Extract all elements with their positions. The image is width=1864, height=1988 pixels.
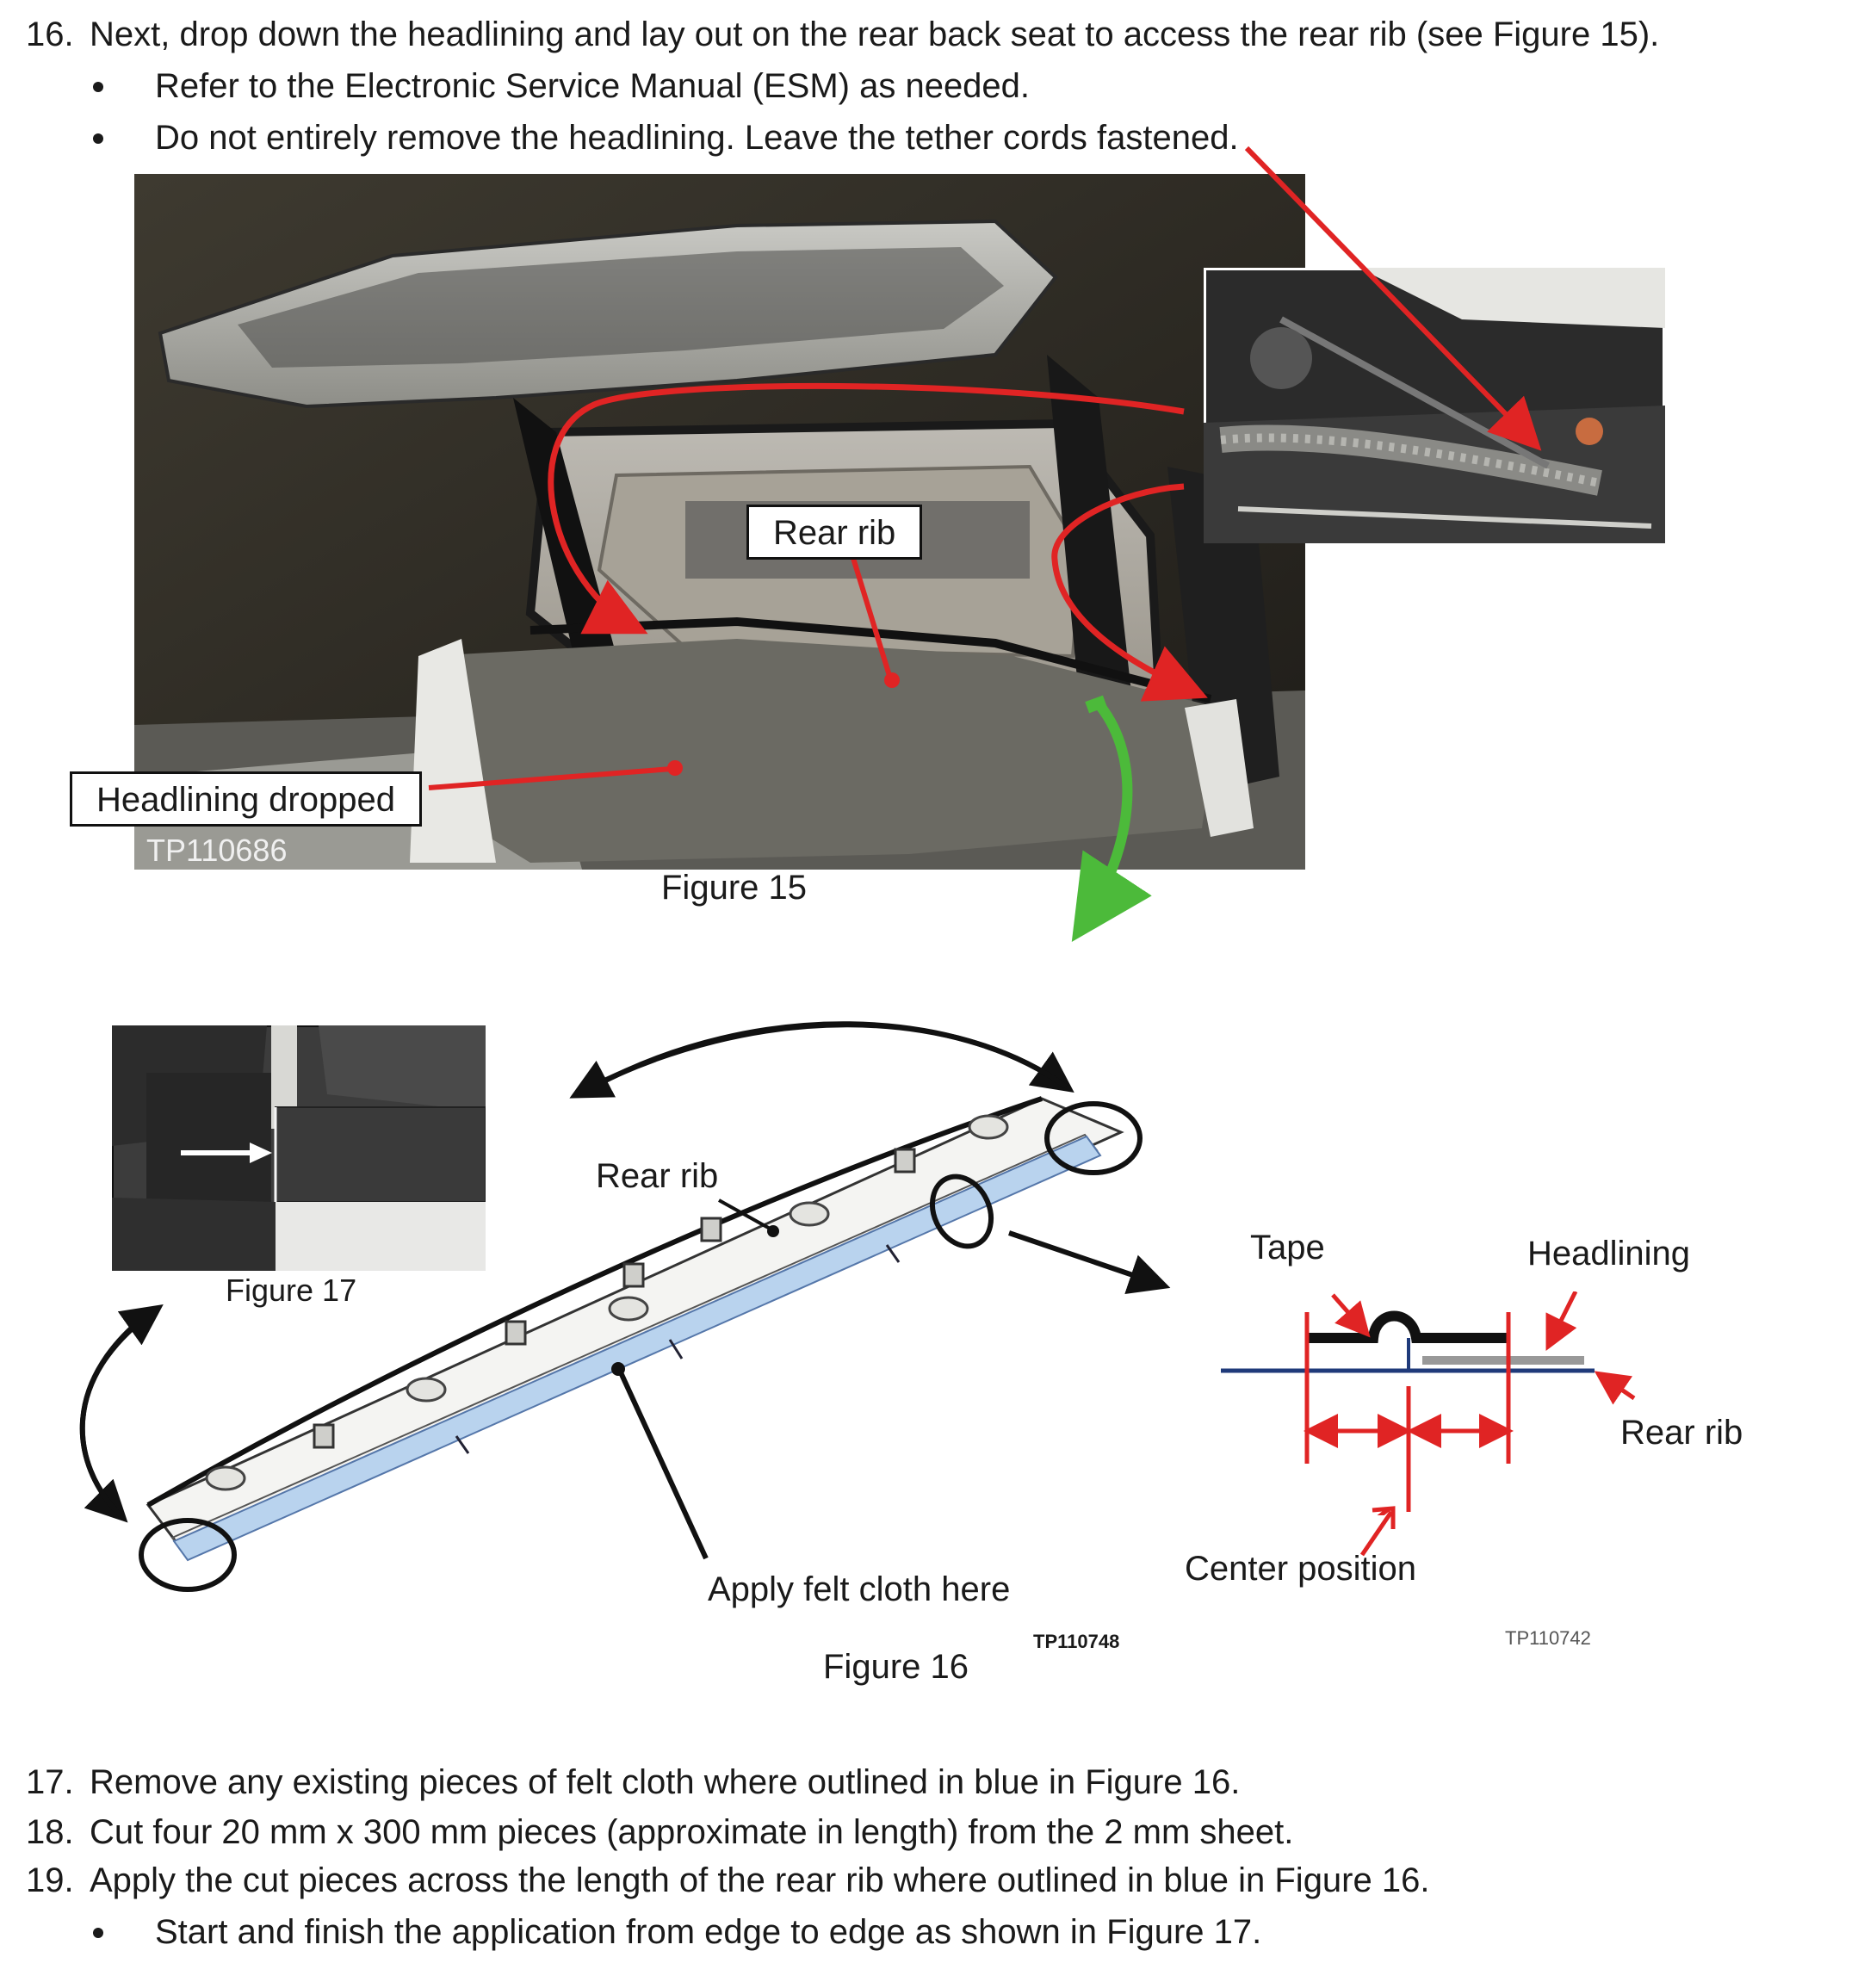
step-17 xyxy=(26,1762,1240,1803)
bullet-text: Start and finish the application from edge to edge as shown in Figure 17. xyxy=(155,1913,1262,1951)
figure16-cross-section xyxy=(1205,1291,1670,1515)
step-number: 18. xyxy=(26,1813,74,1851)
figure16-label-apply-felt: Apply felt cloth here xyxy=(708,1570,1011,1608)
diagram-label-headlining: Headlining xyxy=(1527,1235,1691,1273)
figure16-label-rear-rib: Rear rib xyxy=(596,1157,719,1195)
diagram-label-center-position: Center position xyxy=(1185,1550,1417,1588)
figure17-caption: Figure 17 xyxy=(226,1273,357,1308)
step-19 xyxy=(26,1860,1429,1901)
step-number: 17. xyxy=(26,1763,74,1801)
callout-rear-rib: Rear rib xyxy=(746,505,922,560)
step-number: 16. xyxy=(26,15,74,53)
step-text: Next, drop down the headlining and lay out on the rear back seat to access the rear rib (see Figure 15). xyxy=(90,15,1660,53)
step-18 xyxy=(26,1811,1293,1853)
diagram-label-rear-rib: Rear rib xyxy=(1620,1414,1743,1452)
bullet-dot xyxy=(93,1928,103,1938)
bullet-text: Do not entirely remove the headlining. Leave the tether cords fastened. xyxy=(155,119,1239,157)
figure15-image-code: TP110686 xyxy=(146,833,288,868)
step-text: Apply the cut pieces across the length of the rear rib where outlined in blue in Figure 16. xyxy=(90,1861,1430,1899)
figure16-rib-drawing xyxy=(0,990,1223,1610)
figure16-image-code-right: TP110742 xyxy=(1505,1627,1591,1649)
step-number: 19. xyxy=(26,1861,74,1899)
figure15-caption: Figure 15 xyxy=(661,869,807,907)
bullet-text: Refer to the Electronic Service Manual (ESM) as needed. xyxy=(155,67,1031,105)
figure16-caption: Figure 16 xyxy=(823,1648,969,1686)
step-text: Cut four 20 mm x 300 mm pieces (approximate in length) from the 2 mm sheet. xyxy=(90,1813,1294,1851)
callout-headlining-dropped: Headlining dropped xyxy=(70,771,422,827)
diagram-label-tape: Tape xyxy=(1250,1229,1325,1266)
figure16-image-code-left: TP110748 xyxy=(1033,1631,1120,1652)
step-text: Remove any existing pieces of felt cloth where outlined in blue in Figure 16. xyxy=(90,1763,1241,1801)
